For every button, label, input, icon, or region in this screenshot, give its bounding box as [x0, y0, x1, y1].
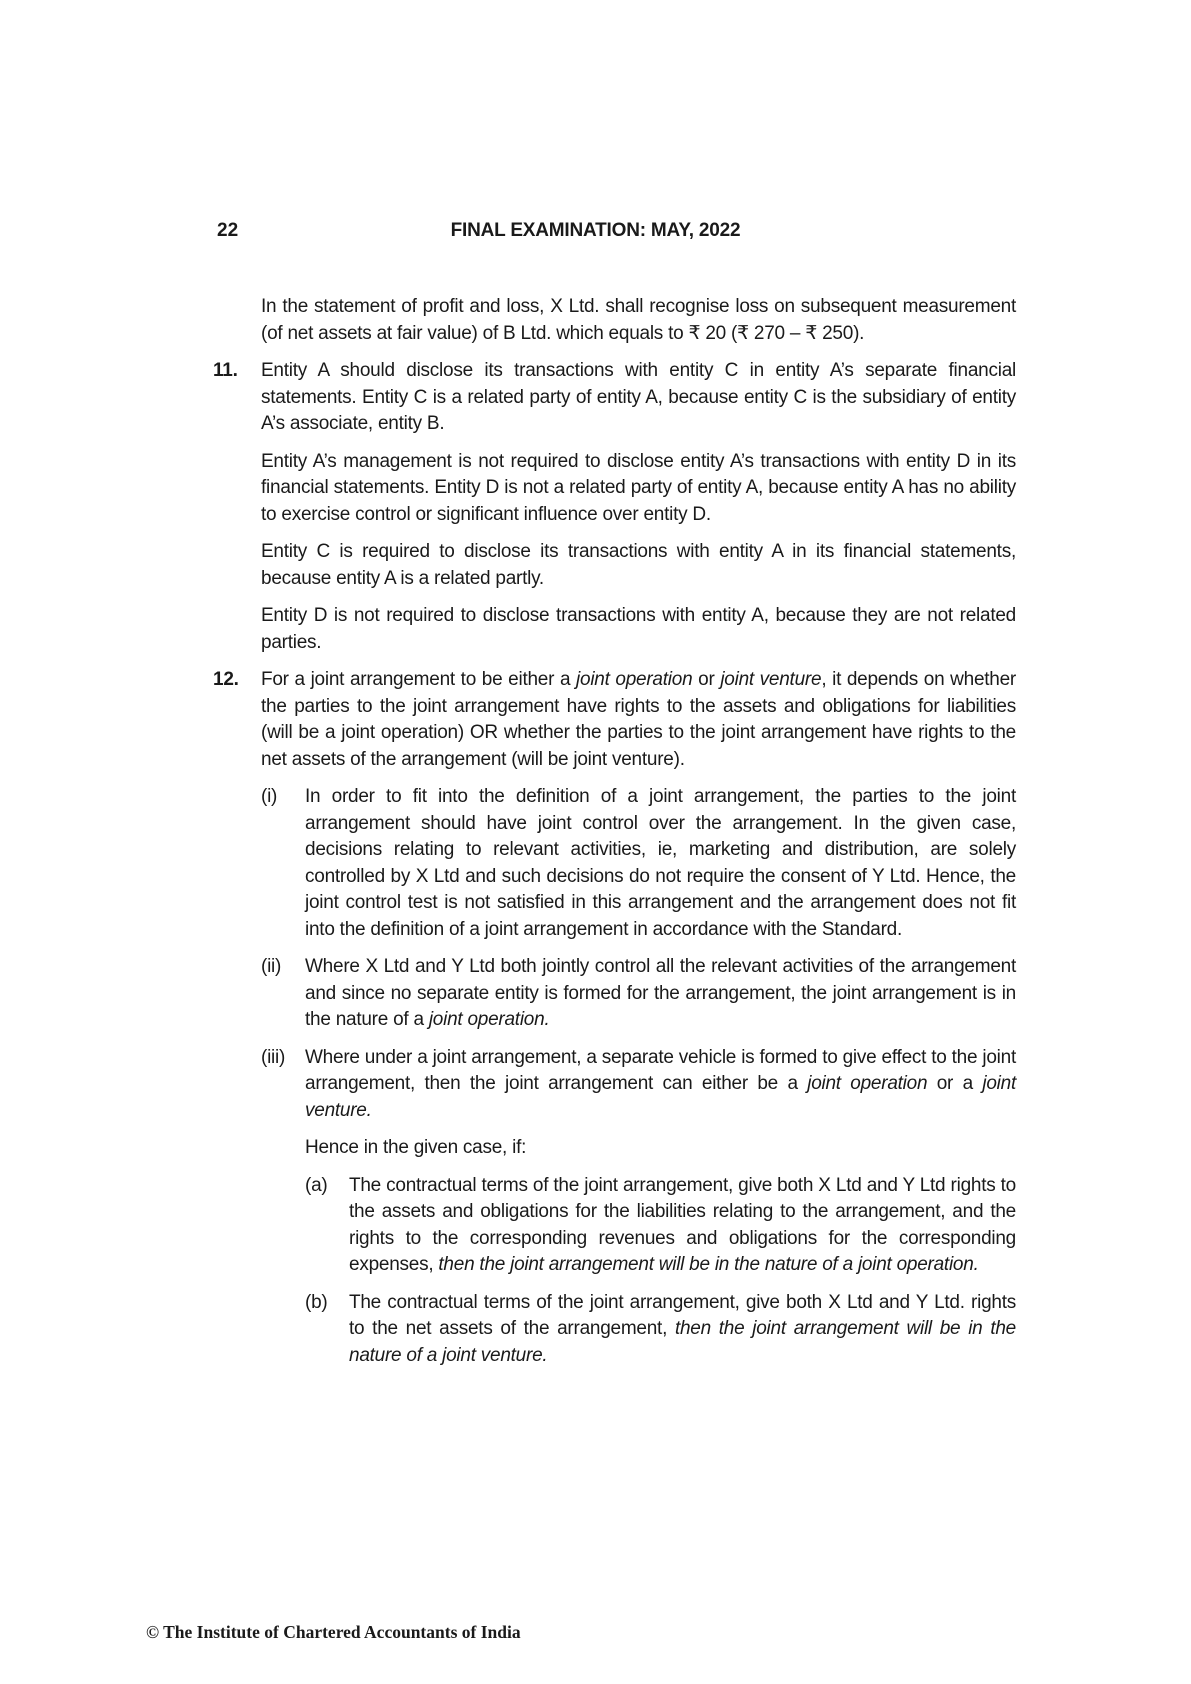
subpoint-iii	[261, 1045, 1016, 1381]
paragraph: Entity C is required to disclose its transactions with entity A in its financial statements, because entity A is a related partly.	[261, 541, 1016, 589]
emphasis: joint operation	[576, 669, 693, 690]
emphasis: joint venture.	[305, 1073, 1016, 1121]
emphasis: then the joint arrangement will be in the nature of a joint operation.	[438, 1254, 979, 1275]
answer-number: 11.	[213, 360, 238, 381]
text-run: Where X Ltd and Y Ltd both jointly control all the relevant activities of the arrangement and since no separate entity is formed for the arrangement, the joint arrangement is in the nature of a	[305, 956, 1016, 1030]
text-run: or	[692, 669, 721, 690]
page-header-title: FINAL EXAMINATION: MAY, 2022	[450, 220, 741, 241]
subpoint-body	[305, 954, 1016, 1034]
page-footer: © The Institute of Chartered Accountants of India	[146, 1622, 521, 1642]
paragraph	[349, 1173, 1016, 1279]
subpoint-a	[305, 1173, 1016, 1279]
subpoint-ii	[261, 954, 1016, 1034]
subpoint-body	[305, 1045, 1016, 1381]
answer-body	[261, 358, 1016, 656]
emphasis: joint operation	[807, 1073, 928, 1094]
subpoint-label: (a)	[305, 1174, 328, 1196]
page-number: 22	[217, 220, 239, 241]
subpoint-body	[349, 1290, 1016, 1370]
answer-body	[261, 667, 1016, 1391]
page-content	[213, 294, 1016, 1402]
paragraph	[349, 1290, 1016, 1370]
paragraph: Hence in the given case, if:	[305, 1137, 527, 1158]
text-run: The contractual terms of the joint arrangement, give both X Ltd and Y Ltd. rights to the net assets of the arrangement,	[349, 1291, 1016, 1339]
paragraph: Entity A should disclose its transactions with entity C in entity A’s separate financial statements. Entity C is a related party of entity A, because entity C is the subsidiary of entity A’s associate, entity B.	[261, 360, 1016, 434]
text-run: Where under a joint arrangement, a separate vehicle is formed to give effect to the joint arrangement, then the joint arrangement can either be a	[305, 1046, 1016, 1094]
text-run: , it depends on whether the parties to the joint arrangement have rights to the assets and obligations for liabilities (will be a joint operation) OR whether the parties to the joint arrangement have rights to the net assets of the arrangement (will be joint venture).	[261, 669, 1017, 770]
emphasis: joint venture	[720, 669, 822, 690]
answer-11	[213, 358, 1016, 656]
subpoint-label: (i)	[261, 786, 278, 807]
answer-12	[213, 667, 1016, 1391]
paragraph	[305, 954, 1016, 1034]
text-run: The contractual terms of the joint arrangement, give both X Ltd and Y Ltd rights to the assets and obligations for the liabilities relating to the arrangement, and the rights to the corresponding revenues and obligations for the corresponding expenses,	[349, 1174, 1016, 1275]
subpoint-i	[261, 784, 1016, 943]
emphasis: joint operation.	[428, 1009, 550, 1030]
subpoint-b	[305, 1290, 1016, 1370]
text-run: or a	[927, 1073, 983, 1094]
paragraph	[305, 1045, 1016, 1125]
paragraph: In order to fit into the definition of a joint arrangement, the parties to the joint arrangement should have joint control over the arrangement. In the given case, decisions relating to relevant activities, ie, marketing and distribution, are solely controlled by X Ltd and such decisions do not require the consent of Y Ltd. Hence, the joint control test is not satisfied in this arrangement and the arrangement does not fit into the definition of a joint arrangement in accordance with the Standard.	[305, 786, 1016, 940]
subpoint-label: (b)	[305, 1291, 328, 1313]
emphasis: then the joint arrangement will be in the nature of a joint venture.	[349, 1318, 1016, 1366]
subpoint-label: (iii)	[261, 1046, 286, 1068]
answer-number: 12.	[213, 669, 239, 690]
paragraph: Entity A’s management is not required to disclose entity A’s transactions with entity D in its financial statements. Entity D is not a related party of entity A, because entity A has no ability to exercise control or significant influence over entity D.	[261, 450, 1016, 525]
subpoint-body	[305, 784, 1016, 943]
answer-12-intro	[261, 667, 1016, 773]
paragraph: Entity D is not required to disclose transactions with entity A, because they are not related parties.	[261, 605, 1016, 653]
intro-paragraph: In the statement of profit and loss, X Ltd. shall recognise loss on subsequent measurement (of net assets at fair value) of B Ltd. which equals to ₹ 20 (₹ 270 – ₹ 250).	[261, 296, 1016, 344]
subpoint-label: (ii)	[261, 956, 282, 977]
subpoint-body	[349, 1173, 1016, 1279]
text-run: For a joint arrangement to be either a	[261, 669, 577, 690]
